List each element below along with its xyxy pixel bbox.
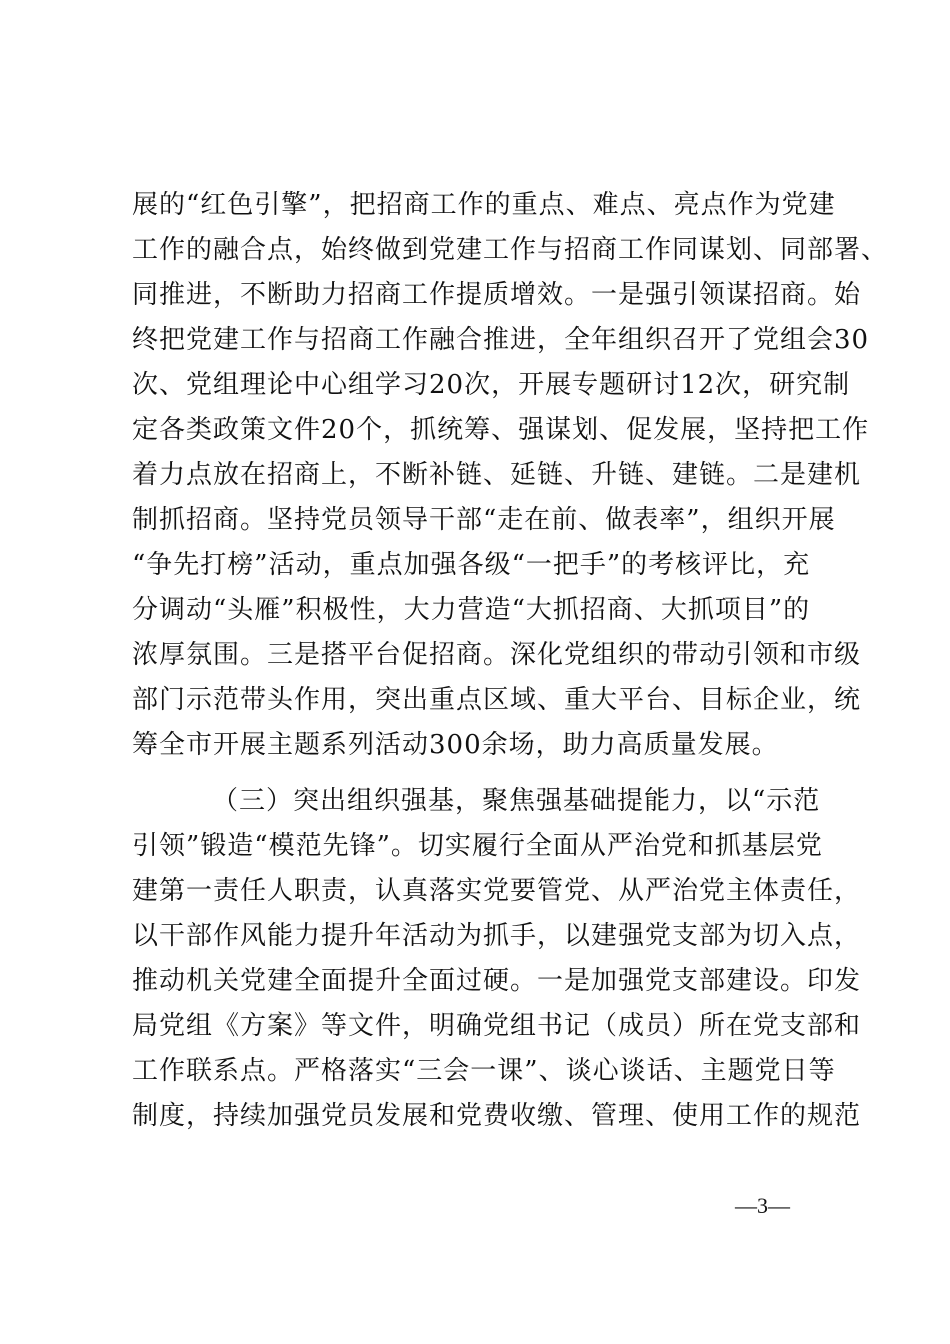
text-line: “争先打榜”活动，重点加强各级“一把手”的考核评比，充: [132, 550, 811, 580]
text-line: 引领”锻造“模范先锋”。切实履行全面从严治党和抓基层党: [132, 831, 823, 861]
section-heading-line: （三）突出组织强基，聚焦强基础提能力，以“示范: [212, 786, 821, 816]
text-line: 以干部作风能力提升年活动为抓手，以建强党支部为切入点，: [132, 921, 862, 951]
text-line: 工作的融合点，始终做到党建工作与招商工作同谋划、同部署、: [132, 235, 889, 265]
text-line: 着力点放在招商上，不断补链、延链、升链、建链。二是建机: [132, 460, 862, 490]
text-line: 终把党建工作与招商工作融合推进，全年组织召开了党组会30: [132, 325, 870, 355]
text-line: 工作联系点。严格落实“三会一课”、谈心谈话、主题党日等: [132, 1056, 836, 1086]
text-line: 同推进，不断助力招商工作提质增效。一是强引领谋招商。始: [132, 280, 862, 310]
text-line: 部门示范带头作用，突出重点区域、重大平台、目标企业，统: [132, 685, 862, 715]
text-line: 筹全市开展主题系列活动300余场，助力高质量发展。: [132, 730, 779, 760]
text-line: 推动机关党建全面提升全面过硬。一是加强党支部建设。印发: [132, 966, 862, 996]
text-line: 局党组《方案》等文件，明确党组书记（成员）所在党支部和: [132, 1011, 862, 1041]
text-line: 展的“红色引擎”，把招商工作的重点、难点、亮点作为党建: [132, 190, 836, 220]
text-line: 制抓招商。坚持党员领导干部“走在前、做表率”，组织开展: [132, 505, 836, 535]
text-line: 制度，持续加强党员发展和党费收缴、管理、使用工作的规范: [132, 1101, 862, 1131]
page-number: —3—: [735, 1193, 790, 1218]
text-line: 浓厚氛围。三是搭平台促招商。深化党组织的带动引领和市级: [132, 640, 862, 670]
text-line: 定各类政策文件20个，抓统筹、强谋划、促发展，坚持把工作: [132, 415, 870, 445]
text-line: 次、党组理论中心组学习20次，开展专题研讨12次，研究制: [132, 370, 851, 400]
text-line: 建第一责任人职责，认真落实党要管党、从严治党主体责任，: [132, 876, 862, 906]
text-line: 分调动“头雁”积极性，大力营造“大抓招商、大抓项目”的: [132, 595, 811, 625]
